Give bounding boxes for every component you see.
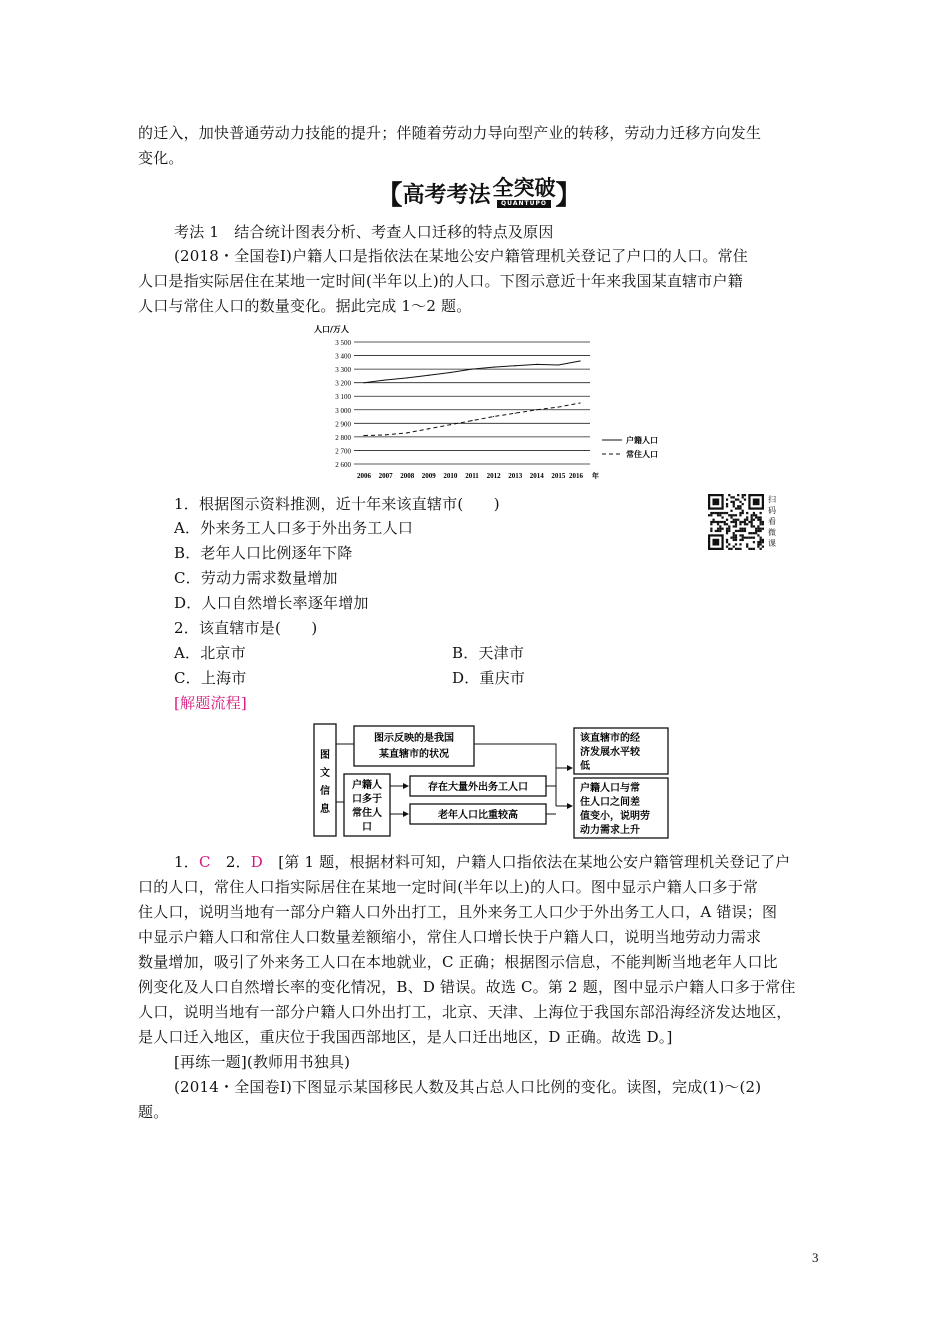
option-1c: C．劳动力需求数量增加 [174, 569, 338, 587]
answer-num-1: 1． [174, 853, 199, 871]
chart-ytick-label: 3 500 [335, 339, 351, 347]
flow-left-char: 文 [320, 768, 330, 779]
chart-point [536, 409, 537, 410]
chart-point [385, 379, 386, 380]
option-2c: C．上海市 [174, 669, 247, 687]
flow-mid-line: 口 [362, 822, 372, 833]
answer-2: D [250, 853, 264, 871]
flow-top-line: 图示反映的是我国 [374, 733, 454, 744]
answer-text: 住人口，说明当地有一部分户籍人口外出打工，且外来务工人口少于外出务工人口，A 错误；图 [138, 903, 778, 921]
flow-r2-line: 值变小，说明劳 [580, 811, 650, 822]
chart-xtick-label: 2007 [378, 472, 393, 480]
question-2: 2．该直辖市是( ) [174, 619, 318, 637]
practice-paragraph: 题。 [138, 1103, 169, 1121]
section-banner [337, 176, 621, 210]
chart-xtick-label: 2015 [551, 472, 566, 480]
chart-xtick-label: 2006 [357, 472, 371, 480]
flow-left-char: 息 [320, 804, 330, 815]
question-1: 1．根据图示资料推测，近十年来该直辖市( ) [174, 495, 500, 513]
flow-left-char: 信 [320, 786, 330, 797]
flow-r2-line: 动力需求上升 [580, 825, 640, 836]
chart-point [493, 416, 494, 417]
method-paragraph: (2018・全国卷Ⅰ)户籍人口是指依法在某地公安户籍管理机关登记了户口的人口。常住 [174, 247, 749, 265]
option-2a: A．北京市 [174, 644, 246, 662]
chart-point [579, 402, 580, 403]
answer-text: 中显示户籍人口和常住人口数量差额缩小，常住人口增长快于户籍人口，说明当地劳动力需求 [138, 928, 762, 946]
option-2b: B．天津市 [452, 644, 525, 662]
option-1b: B．老年人口比例逐年下降 [174, 544, 353, 562]
intro-line: 变化。 [138, 149, 184, 167]
chart-ytick-label: 3 300 [335, 366, 351, 375]
population-line-chart [310, 322, 658, 490]
answer-text: [第 1 题，根据材料可知，户籍人口指依法在某地公安户籍管理机关登记了户 [278, 853, 791, 871]
answer-text: 例变化及人口自然增长率的变化情况，B、D 错误。故选 C。第 2 题，图中显示户籍人口多于常住 [138, 978, 796, 996]
chart-ytick-label: 2 600 [335, 461, 351, 469]
answer-text: 数量增加，吸引了外来务工人口在本地就业，C 正确；根据图示信息，不能判断当地老年人口比 [138, 953, 778, 971]
chart-point [471, 420, 472, 421]
intro-line: 的迁入，加快普通劳动力技能的提升；伴随着劳动力导向型产业的转移，劳动力迁移方向发生 [138, 124, 762, 142]
chart-point [428, 428, 429, 429]
qr-label: 扫码看微课 [768, 495, 776, 548]
flow-b-text: 老年人口比重较高 [438, 810, 518, 821]
banner-open-bracket: 【 [376, 180, 403, 211]
chart-point [407, 432, 408, 433]
practice-paragraph: (2014・全国卷Ⅰ)下图显示某国移民人数及其占总人口比例的变化。读图，完成(1)～(2) [174, 1078, 762, 1096]
answer-text: 人口，说明当地有一部分户籍人口外出打工，北京、天津、上海位于我国东部沿海经济发达地区， [138, 1003, 792, 1021]
method-title: 考法 1 结合统计图表分析、考查人口迁移的特点及原因 [174, 223, 554, 241]
chart-point [558, 406, 559, 407]
chart-point [536, 364, 537, 365]
chart-point [428, 375, 429, 376]
chart-xtick-label: 2009 [421, 472, 436, 480]
chart-point [363, 435, 364, 436]
flow-r1-line: 济发展水平较 [580, 747, 640, 758]
answer-text: 口的人口，常住人口指实际居住在某地一定时间(半年以上)的人口。图中显示户籍人口多于常 [138, 878, 759, 896]
flow-mid-line: 常住人 [352, 808, 382, 819]
flow-mid-line: 户籍人 [352, 780, 382, 791]
flow-r2-line: 住人口之间差 [580, 797, 640, 808]
chart-series-line [364, 361, 580, 383]
practice-title: [再练一题](教师用书独具) [174, 1053, 351, 1071]
flow-left-char: 图 [320, 750, 330, 761]
method-paragraph: 人口与常住人口的数量变化。据此完成 1～2 题。 [138, 297, 472, 315]
answer-1: C [198, 853, 211, 871]
flow-left-text [320, 748, 331, 815]
chart-legend-label: 常住人口 [626, 450, 658, 459]
banner-title: 高考考法 [402, 182, 491, 208]
chart-series-line [364, 403, 580, 436]
chart-ytick-label: 2 700 [335, 447, 351, 456]
banner-close-bracket: 】 [555, 180, 582, 211]
flow-r2-line: 户籍人口与常 [580, 783, 640, 794]
flow-mid-line: 口多于 [352, 794, 382, 805]
chart-ytick-label: 3 100 [335, 393, 351, 402]
chart-point [471, 369, 472, 370]
flow-r1-line: 低 [580, 761, 590, 772]
banner-tag-sub: QUANTUPO [497, 200, 551, 208]
chart-point [385, 434, 386, 435]
chart-point [558, 364, 559, 365]
qr-code-icon[interactable] [708, 494, 764, 550]
answer-first-line [174, 852, 790, 872]
chart-ytick-label: 3 200 [335, 379, 351, 388]
method-paragraph: 人口是指实际居住在某地一定时间(半年以上)的人口。下图示意近十年来我国某直辖市户籍 [138, 272, 743, 290]
chart-ytick-label: 3 400 [335, 352, 351, 361]
chart-ytick-label: 3 000 [335, 406, 351, 415]
page-number: 3 [812, 1250, 819, 1265]
flow-top-line: 某直辖市的状况 [379, 749, 449, 760]
answer-num-2: 2． [225, 853, 251, 871]
chart-point [450, 424, 451, 425]
option-1a: A．外来务工人口多于外出务工人口 [174, 519, 414, 537]
chart-xtick-label: 2013 [508, 472, 523, 480]
chart-xtick-label: 2011 [465, 472, 479, 480]
flow-box-left [314, 724, 336, 836]
chart-xunit: 年 [592, 472, 599, 480]
chart-xtick-label: 2014 [529, 472, 544, 480]
chart-xtick-label: 2012 [486, 472, 501, 480]
option-1d: D．人口自然增长率逐年增加 [174, 594, 369, 612]
answer-text: 是人口迁入地区，重庆位于我国西部地区，是人口迁出地区，D 正确。故选 D。] [138, 1028, 673, 1046]
flow-box-top [354, 726, 474, 766]
chart-point [407, 377, 408, 378]
banner-tag [493, 178, 556, 208]
chart-xtick-label: 2008 [400, 472, 415, 480]
solution-flow-diagram [312, 722, 674, 840]
chart-point [363, 382, 364, 383]
chart-ylabel: 人口/万人 [314, 325, 349, 334]
flow-r1-line: 该直辖市的经 [580, 733, 640, 744]
chart-point [579, 360, 580, 361]
chart-legend-label: 户籍人口 [626, 436, 658, 445]
chart-xtick-label: 2010 [443, 472, 458, 480]
chart-xtick-label: 2016 [569, 472, 583, 480]
flow-label: [解题流程] [174, 694, 247, 712]
chart-point [515, 365, 516, 366]
chart-point [493, 366, 494, 367]
option-2d: D．重庆市 [452, 669, 526, 687]
chart-ytick-label: 2 900 [335, 420, 351, 429]
banner-tag-text: 全突破 [492, 176, 556, 200]
chart-point [450, 372, 451, 373]
chart-point [515, 413, 516, 414]
chart-ytick-label: 2 800 [335, 433, 351, 442]
flow-a-text: 存在大量外出务工人口 [428, 782, 528, 793]
